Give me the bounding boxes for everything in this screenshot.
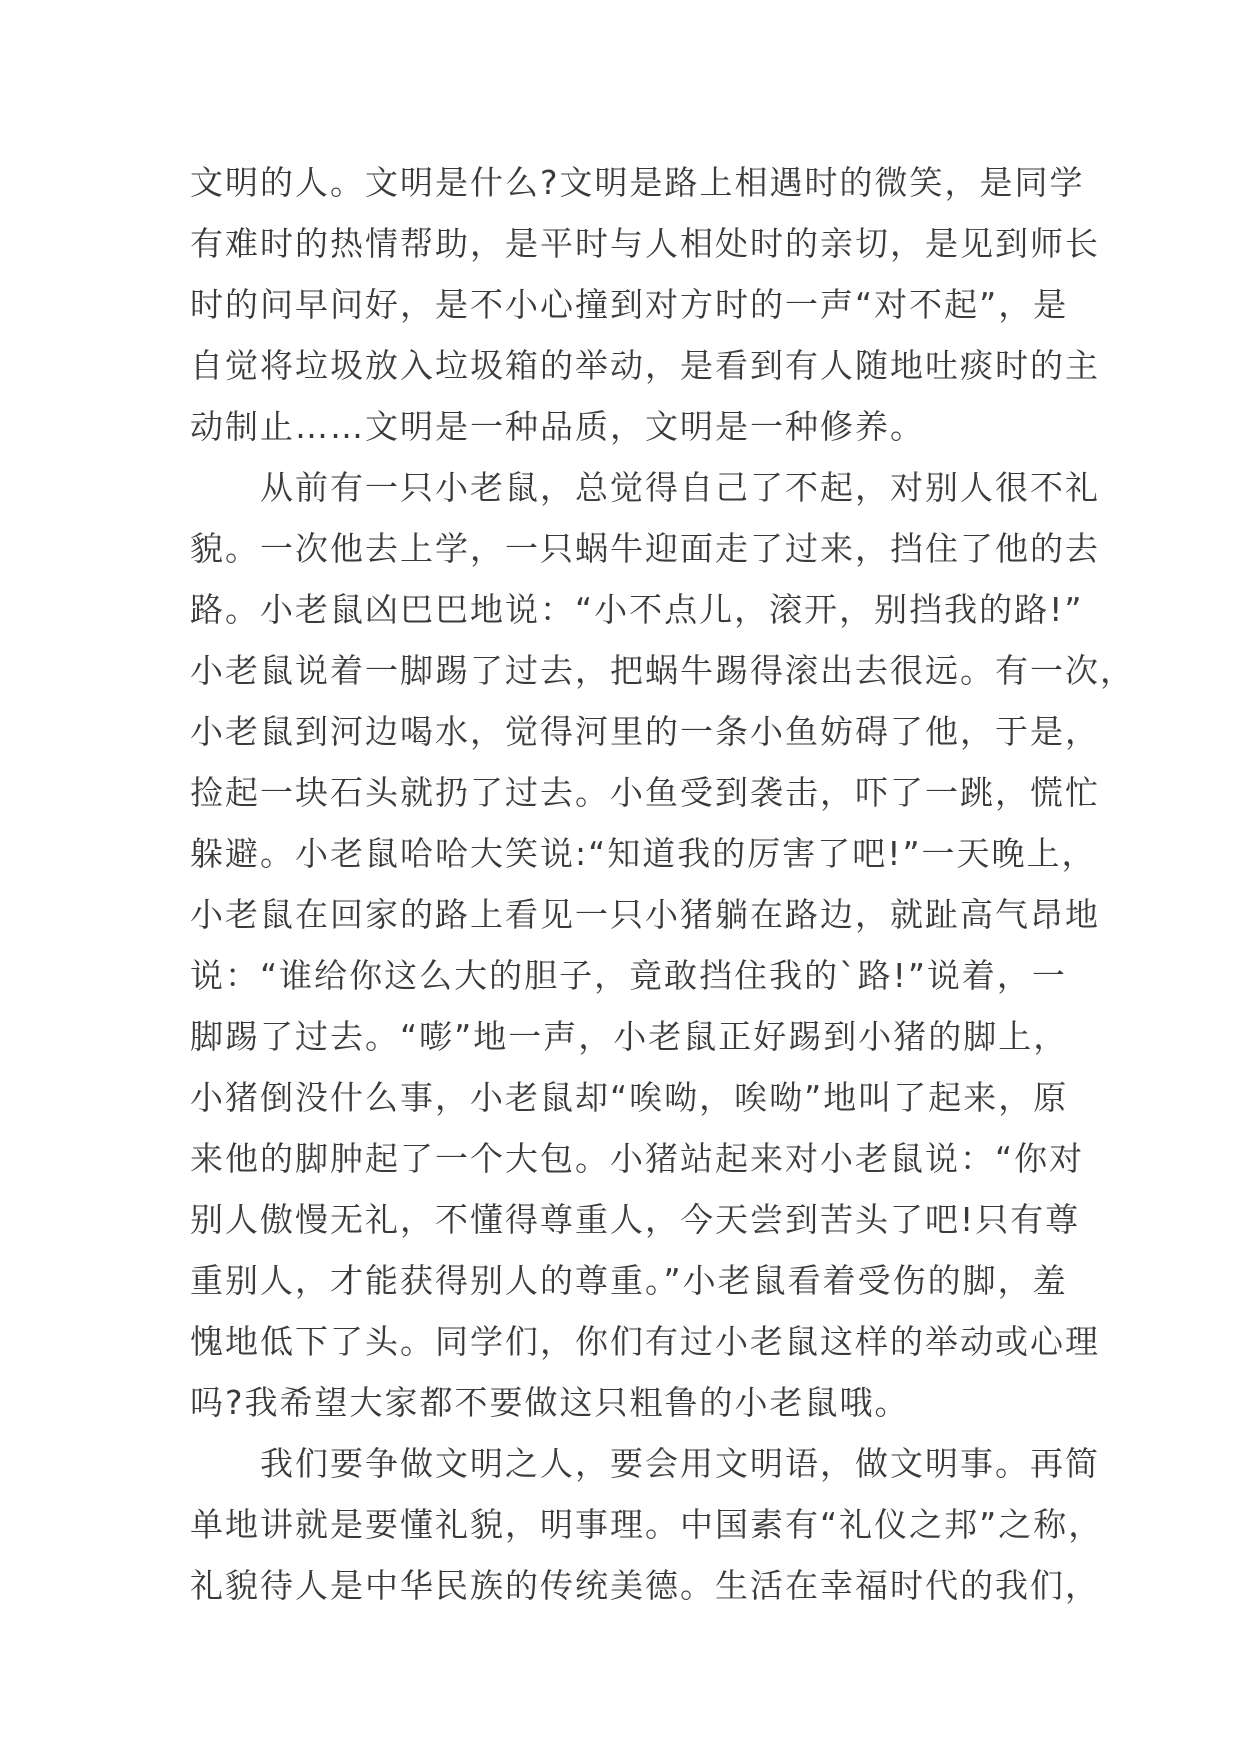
text-line: 自觉将垃圾放入垃圾箱的举动，是看到有人随地吐痰时的主 <box>190 346 1100 385</box>
text-line: 时的问早问好，是不小心撞到对方时的一声“对不起”，是 <box>190 285 1069 324</box>
text-line: 别人傲慢无礼，不懂得尊重人，今天尝到苦头了吧!只有尊 <box>190 1200 1081 1239</box>
text-line: 小老鼠说着一脚踢了过去，把蜗牛踢得滚出去很远。有一次， <box>190 651 1135 690</box>
text-line: 小老鼠在回家的路上看见一只小猪躺在路边，就趾高气昂地 <box>190 895 1100 934</box>
text-line: 躲避。小老鼠哈哈大笑说:“知道我的厉害了吧!”一天晚上， <box>190 834 1097 873</box>
article-body <box>190 152 1135 1616</box>
text-line: 貌。一次他去上学，一只蜗牛迎面走了过来，挡住了他的去 <box>190 529 1100 568</box>
text-line: 文明的人。文明是什么?文明是路上相遇时的微笑，是同学 <box>190 163 1085 202</box>
text-line: 说：“谁给你这么大的胆子，竟敢挡住我的`路!”说着，一 <box>190 956 1067 995</box>
text-line: 吗?我希望大家都不要做这只粗鲁的小老鼠哦。 <box>190 1383 910 1422</box>
text-line: 重别人，才能获得别人的尊重。”小老鼠看着受伤的脚，羞 <box>190 1261 1068 1300</box>
text-line: 路。小老鼠凶巴巴地说：“小不点儿，滚开，别挡我的路!” <box>190 590 1084 629</box>
text-line: 来他的脚肿起了一个大包。小猪站起来对小老鼠说：“你对 <box>190 1139 1085 1178</box>
text-line: 礼貌待人是中华民族的传统美德。生活在幸福时代的我们， <box>190 1566 1100 1605</box>
text-line: 动制止……文明是一种品质，文明是一种修养。 <box>190 407 925 446</box>
text-line: 单地讲就是要懂礼貌，明事理。中国素有“礼仪之邦”之称， <box>190 1505 1104 1544</box>
text-line: 脚踢了过去。“嘭”地一声，小老鼠正好踢到小猪的脚上， <box>190 1017 1069 1056</box>
text-line: 愧地低下了头。同学们，你们有过小老鼠这样的举动或心理 <box>190 1322 1100 1361</box>
text-line: 小老鼠到河边喝水，觉得河里的一条小鱼妨碍了他，于是， <box>190 712 1100 751</box>
paragraph-start-line: 从前有一只小老鼠，总觉得自己了不起，对别人很不礼 <box>190 468 1100 507</box>
paragraph-start-line: 我们要争做文明之人，要会用文明语，做文明事。再简 <box>190 1444 1100 1483</box>
text-line: 捡起一块石头就扔了过去。小鱼受到袭击，吓了一跳，慌忙 <box>190 773 1100 812</box>
text-line: 有难时的热情帮助，是平时与人相处时的亲切，是见到师长 <box>190 224 1100 263</box>
text-line: 小猪倒没什么事，小老鼠却“唉呦，唉呦”地叫了起来，原 <box>190 1078 1069 1117</box>
